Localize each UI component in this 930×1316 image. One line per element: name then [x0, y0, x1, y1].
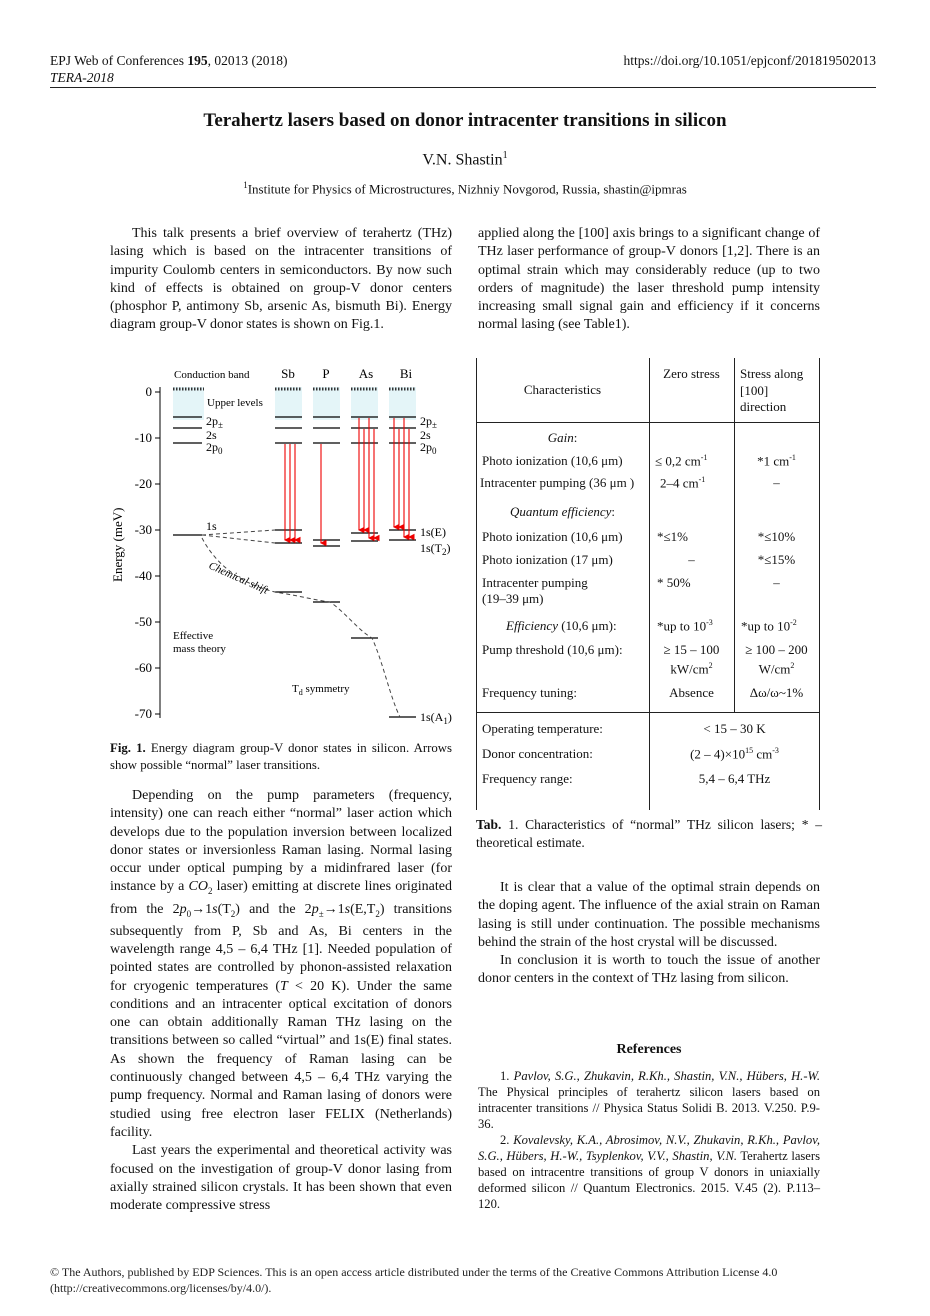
cell-value: Δω/ω~1%	[749, 685, 804, 700]
cell-value: ≥ 15 – 100 $kW/cm^2$	[663, 642, 720, 677]
left-col-body	[110, 787, 452, 1215]
upper-levels-label: Upper levels	[207, 397, 263, 409]
row-label: Frequency tuning:	[482, 685, 577, 700]
table-caption: Tab. 1. Characteristics of “normal” THz silicon lasers; * – theoretical estimate.	[476, 817, 822, 850]
y-tick-label: -40	[134, 568, 152, 583]
row-label: Intracenter pumping (36 μm )	[480, 475, 635, 490]
figure-caption: Fig. 1. Energy diagram group-V donor states in silicon. Arrows show possible “normal” laser transitions.	[110, 741, 452, 772]
level-label-2s: 2s	[206, 428, 217, 442]
header-rule	[50, 87, 876, 88]
y-tick-label: -70	[134, 706, 152, 721]
row-label: Operating temperature:	[482, 721, 603, 736]
affiliation-line: $^1$Institute for Physics of Microstructures, Nizhniy Novgorod, Russia, shastin@ipmras	[243, 180, 687, 197]
row-label-efficiency: Efficiency (10,6 μm):	[506, 618, 617, 633]
cell-value: *up to $10^{-3}$	[657, 618, 713, 634]
y-axis-label: Energy (meV)	[110, 507, 125, 582]
cell-value: *≤1%	[657, 529, 688, 544]
y-tick-label: -60	[134, 660, 152, 675]
y-tick-label: -50	[134, 614, 152, 629]
col-header-characteristics: Characteristics	[523, 382, 602, 397]
cell-value: *≤10%	[757, 529, 796, 544]
y-tick-label: -30	[134, 522, 152, 537]
row-label: Photo ionization (10,6 μm)	[482, 529, 623, 544]
references-heading: References	[616, 1042, 682, 1057]
cell-value: Absence	[669, 685, 714, 700]
y-tick-label: -10	[134, 430, 152, 445]
reference-item: 1. Pavlov, S.G., Zhukavin, R.Kh., Shastin, V.N., Hübers, H.-W. The Physical principles of terahertz silicon lasers based on intracenter transitions // Physica Status Solidi B. 2013. V.250. P.9-36.	[478, 1069, 820, 1131]
left-col-intro: This talk presents a brief overview of terahertz (THz) lasing which is based on the intracenter transitions of impurity Coulomb centers in semiconductors. By now such kind of effects is obtained on group-V donor centers (phosphor P, antimony Sb, arsenic As, bismuth Bi). Energy diagram group-V donor states is shown on Fig.1.	[110, 226, 452, 333]
section-quantum-efficiency: Quantum efficiency:	[509, 504, 616, 519]
td-symmetry-label: $T_d$ symmetry	[292, 683, 350, 697]
level-label-1s: 1s	[206, 519, 217, 533]
journal-reference: EPJ Web of Conferences 195, 02013 (2018)	[50, 53, 288, 68]
level-label-2s-right: 2s	[420, 428, 431, 442]
paragraph-lasing: Depending on the pump parameters (frequency, intensity) one can reach either “normal” laser action which develops due to the population inversion between localized donor states or inversionless Raman lasing. Normal lasing occur under optical pumping by a midinfrared laser (for instance by a $CO_2$ laser) emitting at discrete lines originated from the $2p_0\to 1s(T_2)$ and the $2p_\pm\to 1s(E,T_2)$ transitions subsequently from P, Sb and As, Bi centers in the wavelength range 4,5 – 6,4 THz [1]. Needed population of pointed states are controlled by phonon-assisted relaxation for cryogenic temperatures (T < 20 K). Under the same conditions and an intracenter optical excitation of donors one can obtain additionally Raman THz lasing on the transitions between so called “virtual” and 1s(E) final states. As shown the frequency of Raman lasing can be continuously changed between 4,5 – 6,4 THz varying the pump frequency. Normal and Raman lasing of donors were studied using free electron laser FELIX (Netherlands) facility.	[110, 788, 452, 1140]
cell-value: *1 $cm^{-1}$	[757, 453, 796, 469]
cell-value: –	[688, 552, 695, 567]
column-label-bi: Bi	[399, 366, 413, 381]
row-label: Photo ionization (17 μm)	[482, 552, 613, 567]
row-label: Frequency range:	[482, 771, 573, 786]
paragraph-optimal-strain: It is clear that a value of the optimal strain depends on the doping agent. The influence of the axial strain on Raman lasing is still under continuation. The possible mechanisms behind the strain of the host crystal will be discussed.	[478, 880, 820, 950]
conference-name: TERA-2018	[50, 70, 114, 85]
row-label: Intracenter pumping	[482, 575, 588, 590]
level-label-2p-pm-right: $2p_\pm$	[420, 414, 437, 430]
level-label-1sA1: $1s(A_1)$	[420, 710, 452, 726]
row-label-cont: (19–39 μm)	[482, 591, 544, 606]
level-label-2p0: $2p_0$	[206, 440, 223, 456]
cell-value: 5,4 – 6,4 THz	[698, 771, 771, 786]
y-tick-label: -20	[134, 476, 152, 491]
col-header-zero-stress: Zero stress	[663, 366, 720, 381]
cell-value: *≤15%	[757, 552, 796, 567]
cell-value: * 50%	[657, 575, 691, 590]
level-label-2p0-right: $2p_0$	[420, 440, 437, 456]
cell-value: *up to $10^{-2}$	[741, 618, 797, 634]
doi-link[interactable]: https://doi.org/10.1051/epjconf/201819502013	[623, 53, 876, 68]
effective-mass-label-1: Effective	[173, 630, 214, 642]
paper-title: Terahertz lasers based on donor intracenter transitions in silicon	[203, 110, 727, 131]
row-label: Pump threshold (10,6 μm):	[482, 642, 623, 657]
laser-transition-arrows	[285, 418, 409, 543]
cell-value: $(2 - 4)\times 10^{15}$ $cm^{-3}$	[690, 746, 779, 762]
license-footer: © The Authors, published by EDP Sciences. This is an open access article distributed under the terms of the Creative Commons Attribution License 4.0 (http://creativecommons.org/licenses/by/4.0/).	[50, 1265, 778, 1295]
paragraph-conclusion: In conclusion it is worth to touch the issue of another donor centers in the context of THz lasing from silicon.	[478, 953, 820, 987]
row-label: Photo ionization (10,6 μm)	[482, 453, 623, 468]
references-list	[478, 1068, 820, 1212]
cell-value: –	[773, 475, 780, 490]
right-col-intro: applied along the [100] axis brings to a significant change of THz laser performance of group-V donors [1,2]. There is an optimal strain which may considerably reduce (up to two orders of magnitude) the laser threshold pump intensity increasing small signal gain and efficiency if it concerns normal lasing (see Table1).	[478, 226, 820, 333]
column-label-as: As	[358, 366, 374, 381]
column-label-p: P	[322, 366, 330, 381]
right-col-body	[478, 879, 820, 989]
cell-value: –	[773, 575, 780, 590]
conduction-band-label: Conduction band	[174, 369, 250, 381]
section-gain: Gain:	[547, 430, 578, 445]
paragraph-strain: Last years the experimental and theoretical activity was focused on the investigation of group-V donor lasing from axially strained silicon crystals. It has been shown that even moderate compressive stress	[110, 1143, 452, 1214]
effective-mass-label-2: mass theory	[173, 643, 226, 655]
characteristics-table	[476, 358, 820, 810]
column-label-sb: Sb	[281, 366, 295, 381]
level-label-1sT2: $1s(T_2)$	[420, 541, 451, 557]
row-label: Donor concentration:	[482, 746, 593, 761]
cell-value: < 15 – 30 K	[703, 721, 766, 736]
col-header-stress: Stress along [100] direction	[740, 366, 804, 414]
level-label-2p-pm: $2p_\pm$	[206, 414, 223, 430]
y-ticks	[155, 392, 160, 714]
cell-value: ≤ 0,2 $cm^{-1}$	[655, 453, 708, 469]
y-tick-label: 0	[145, 384, 152, 399]
reference-item: 2. Kovalevsky, K.A., Abrosimov, N.V., Zhukavin, R.Kh., Pavlov, S.G., Hübers, H.-W., Tsyplenkov, V.V., Shastin, V.N. Terahertz lasers based on intracentre transitions of group V donors in uniaxially deformed silicon // Quantum Electronics. 2015. V.45 (2). P.113–120.	[478, 1133, 820, 1211]
cell-value: ≥ 100 – 200 $W/cm^2$	[745, 642, 808, 677]
author-line: V.N. Shastin$^1$	[422, 150, 508, 169]
level-label-1sE: 1s(E)	[420, 525, 446, 539]
cell-value: 2–4 $cm^{-1}$	[660, 475, 706, 491]
energy-diagram	[100, 362, 460, 737]
chemical-shift-label: Chemical shift	[206, 559, 270, 597]
